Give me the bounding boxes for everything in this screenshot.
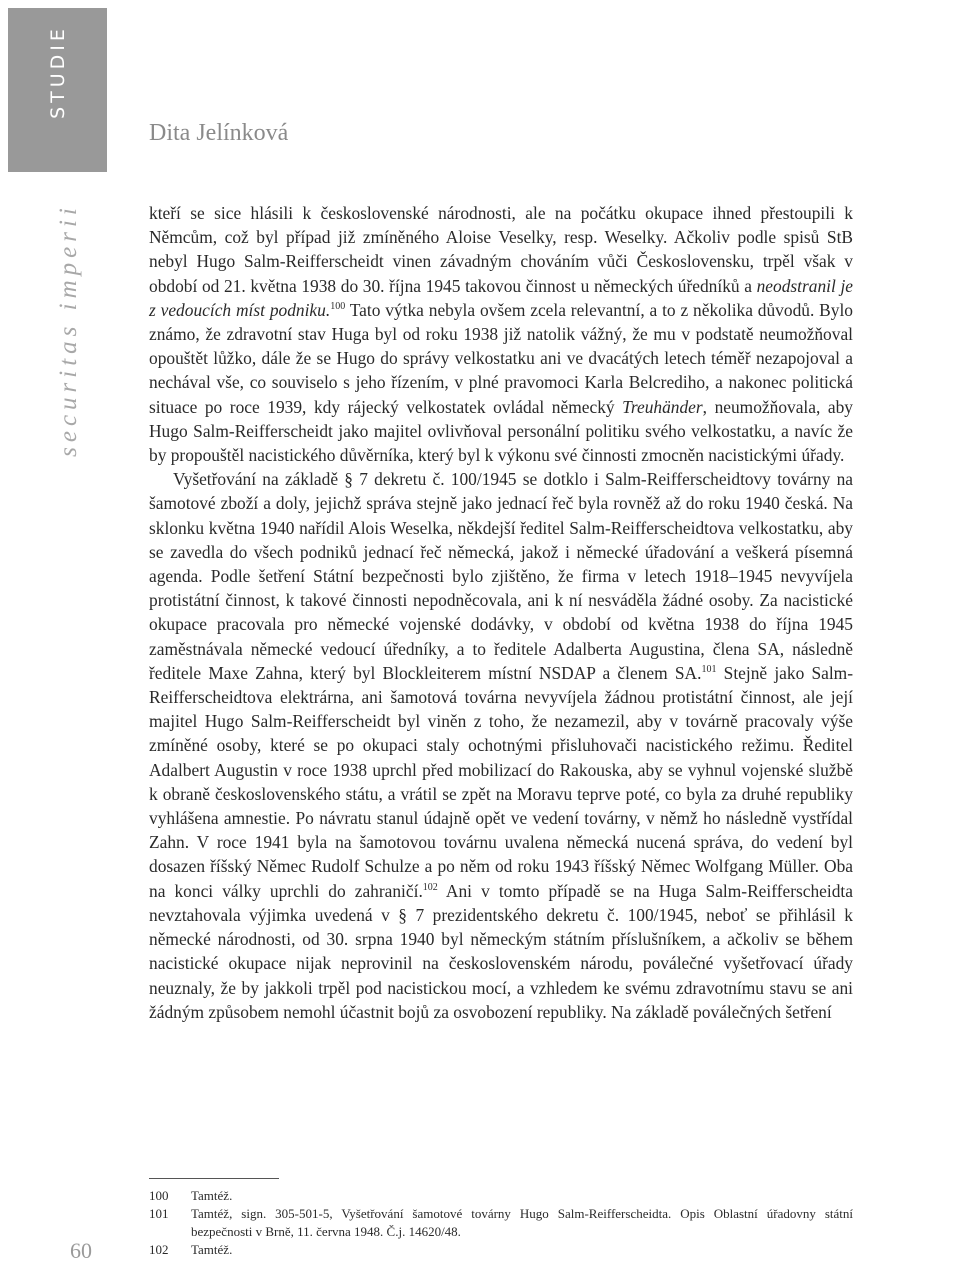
- paragraph-text: Tato výtka nebyla ovšem zcela relevantní, a to z několika důvodů. Bylo známo, že zdravotní stav Huga byl od roku 1938 již natolik vážný, že mu v podstatě neumožňoval opouštět lůžko, dále že se Hugo do správy velkostatku ani ve dvacátých letech téměř nezapojoval a nechával vše, co souviselo s jeho řízením, v plné pravomoci Karla Belcrediho, a nakonec politická situace po roce 1939, kdy rájecký velkostatek ovládal německý: [149, 299, 853, 417]
- section-tab: [8, 8, 107, 172]
- italic-term: Treuhänder: [622, 396, 703, 417]
- footnote-text: Tamtéž.: [191, 1242, 233, 1257]
- footnote-ref-101[interactable]: 101: [701, 664, 717, 676]
- paragraph-2: [149, 467, 853, 1024]
- footnote-number: 101: [149, 1206, 169, 1221]
- running-header-author: Dita Jelínková: [149, 120, 289, 146]
- footnote-divider: [149, 1178, 279, 1179]
- paragraph-text: Vyšetřování na základě § 7 dekretu č. 100/1945 se dotklo i Salm-Reifferscheidtovy továrny na šamotové zboží a doly, jejichž správa stejně jako jednací řeč byla rovněž až do roku 1940 česká. Na sklonku května 1940 nařídil Alois Weselka, někdejší ředitel Salm-Reifferscheidtova velkostatku, aby se zavedla do všech podniků jednací řeč německá, jakož i německé úřadování a veškerá písemná agenda. Podle šetření Státní bezpečnosti bylo zjištěno, že firma v letech 1918–1945 nevyvíjela protistátní činnost, k takové činnosti nepodněcovala, ani k ní nesváděla žádné osoby. Za nacistické okupace pracovala pro německé vojenské dodávky, v období od května 1938 do října 1945 zaměstnávala německé vedoucí úředníky, a to ředitele Adalberta Augustina, člena SA, následně ředitele Maxe Zahna, který byl Blockleiterem místní NSDAP a členem SA.: [149, 469, 853, 683]
- footnote-text: Tamtéž.: [191, 1188, 233, 1203]
- footnote-ref-100[interactable]: 100: [330, 301, 346, 313]
- paragraph-text: Ani v tomto případě se na Huga Salm-Reifferscheidta nevztahovala výjimka uvedená v § 7 prezidentského dekretu č. 100/1945, neboť se přihlásil k německé národnosti, od 30. srpna 1940 byl německým státním příslušníkem, a ačkoliv se během nacistické okupace nijak neprovinil na československém národu, poválečné vyšetřovací úřady neuznaly, že by jakkoli trpěl pod nacistickou mocí, a vzhledem ke svému zdravotnímu stavu se ani žádným způsobem nemohl účastnit bojů za osvobození republiky. Na základě poválečných šetření: [149, 880, 853, 1022]
- paragraph-text: , neumožňovala, aby Hugo Salm-Reifferscheidt jako majitel ovlivňoval personální politiku svého velkostatku, a navíc že by propouštěl nacistického důvěrníka, který byl k výkonu své činnosti zmocněn nacistickými úřady.: [149, 396, 853, 466]
- footnote-ref-102[interactable]: 102: [422, 881, 438, 893]
- journal-title-vertical: securitas imperii: [55, 203, 82, 457]
- footnotes: [149, 1187, 853, 1259]
- paragraph-1: [149, 201, 853, 467]
- footnote-100: [149, 1187, 853, 1205]
- paragraph-text: kteří se sice hlásili k československé národnosti, ale na počátku okupace ihned přestoupili k Němcům, což byl případ již zmíněného Aloise Veselky, resp. Weselky. Ačkoliv podle spisů StB nebyl Hugo Salm-Reifferscheidt vinen závadným chováním vůči Československu, trpěl však v období od 21. května 1938 do 30. října 1945 takovou činnost u německých úředníků a: [149, 203, 853, 296]
- footnote-text: Tamtéž, sign. 305-501-5, Vyšetřování šamotové továrny Hugo Salm-Reifferscheidta. Opis Oblastní úřadovny státní bezpečnosti v Brně, 11. června 1948. Č.j. 14620/48.: [191, 1206, 853, 1239]
- section-label: STUDIE: [46, 25, 69, 119]
- page-number: 60: [70, 1238, 92, 1262]
- paragraph-text: Stejně jako Salm-Reifferscheidtova elektrárna, ani šamotová továrna nevyvíjela žádnou protistátní činnost, ale její majitel Hugo Salm-Reifferscheidt byl viněn z toho, že nezamezil, aby v továrně pracovaly výše zmíněné osoby, které se po okupaci staly ochotnými přisluhovači nacistického režimu. Ředitel Adalbert Augustin v roce 1938 uprchl před mobilizací do Rakouska, aby se vyhnul vojenské službě k obraně československého státu, a vrátil se zpět na Moravu teprve poté, co byla za druhé republiky vyhlášena amnestie. Po návratu stanul údajně opět ve vedení továrny, v němž ho následně vystřídal Zahn. V roce 1941 byla na šamotovou továrnu uvalena německá nucená správa, do vedení byl dosazen říšský Němec Rudolf Schulze a po něm od roku 1943 říšský Němec Wolfgang Müller. Oba na konci války uprchli do zahraničí.: [149, 662, 854, 901]
- italic-quote: neodstranil je z vedoucích míst podniku.: [149, 275, 854, 320]
- footnote-number: 100: [149, 1188, 169, 1203]
- footnote-number: 102: [149, 1242, 169, 1257]
- footnote-101: [149, 1205, 853, 1241]
- body-text: [149, 201, 853, 1024]
- footnote-102: [149, 1241, 853, 1259]
